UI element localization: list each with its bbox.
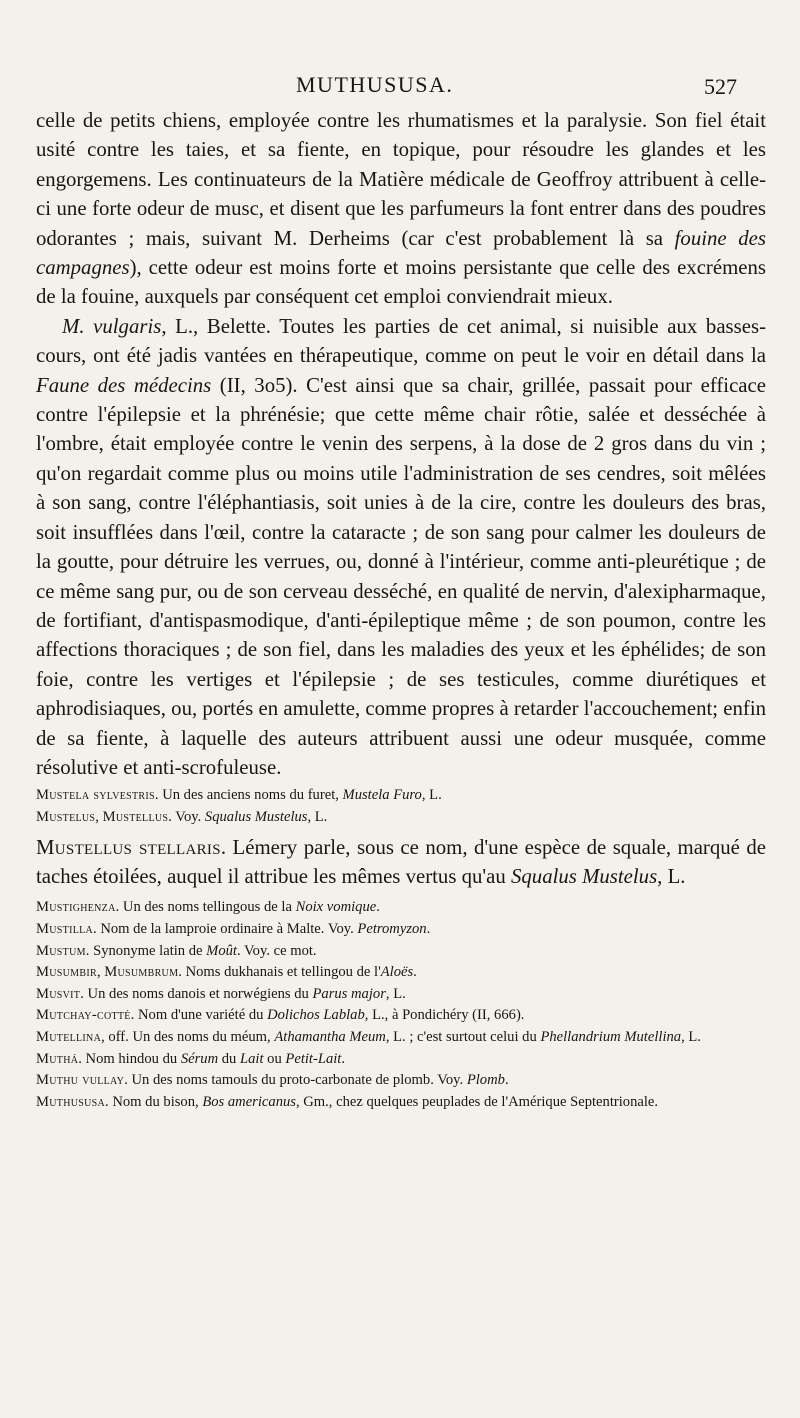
text-run: du xyxy=(218,1050,240,1067)
dictionary-entry xyxy=(36,962,766,984)
text-run: . Nom de la lamproie ordinaire à Malte. Voy. xyxy=(93,920,358,937)
headword: Musvit xyxy=(36,985,81,1002)
paragraph-mustela-vulgaris xyxy=(36,312,766,783)
headword: Mustellus stellaris xyxy=(36,835,221,859)
text-run: celle de petits chiens, employée contre les rhumatismes et la paralysie. Son fiel était usité contre les taies, et sa fiente, en topique, pour résoudre les glandes et les engorgemens. Les continuateurs de la Matière médicale de Geoffroy attribuent à celle-ci une forte odeur de musc, et disent que les parfumeurs la font entrer dans des poudres odorantes ; mais, suivant M. Derheims (car c'est probablement là sa xyxy=(36,109,766,250)
dictionary-entry xyxy=(36,897,766,919)
text-run: . Nom du bison, xyxy=(105,1093,203,1110)
headword: Muthá xyxy=(36,1050,79,1067)
text-run: (II, 3o5). C'est ainsi que sa chair, grillée, passait pour efficace contre l'épilepsie et la phrénésie; que cette même chair rôtie, salée et desséchée à l'ombre, était employée contre le venin des serpens, à la dose de 2 gros dans du vin ; qu'on regardait comme plus ou moins utile l'administration de ses cendres, soit mêlées à son sang, contre l'éléphantiasis, soit unies à de la cire, contre les douleurs des bras, soit insufflées dans l'œil, contre la cataracte ; de son sang pour calmer les douleurs de la goutte, pour détruire les verrues, ou, donné à l'intérieur, comme anti-pleurétique ; de ce même sang pur, ou de son cerveau desséché, en qualité de nervin, d'alexipharmaque, de fortifiant, d'antispasmodique, d'anti-épileptique même ; de son poumon, contre les affections thoraciques ; de son fiel, dans les maladies des yeux et les éphélides; de son foie, contre les vertiges et l'épilepsie ; de ses testicules, comme diurétiques et aphrodisiaques, ou, portés en amulette, comme propres à retarder l'accouchement; enfin de sa fiente, à laquelle des auteurs attribuent aussi une odeur musquée, comme résolutive et anti-scrofuleuse. xyxy=(36,373,767,779)
text-run: ), cette odeur est moins forte et moins persistante que celle des excrémens de la fouine, auxquels par conséquent cet emploi conviendrait mieux. xyxy=(36,256,766,309)
dictionary-entry xyxy=(36,785,766,807)
text-run: . xyxy=(504,1072,509,1089)
dictionary-entry xyxy=(36,1027,766,1049)
text-run: , L. xyxy=(681,1028,701,1045)
headword: Mustighenza xyxy=(36,899,116,916)
italic-term: M. vulgaris xyxy=(62,314,162,338)
text-run: . Voy. ce mot. xyxy=(236,942,317,959)
text-run: , L. xyxy=(421,787,442,804)
entries-group-b xyxy=(36,897,766,1113)
text-run: . Voy. xyxy=(168,808,205,825)
italic-term: Bos americanus xyxy=(202,1093,296,1110)
italic-term: Plomb xyxy=(466,1072,505,1089)
text-run: . Un des noms danois et norwégiens du xyxy=(80,985,313,1002)
text-run: . Noms dukhanais et tellingou de l' xyxy=(178,964,381,981)
headword: Mutchay-cotté xyxy=(36,1007,131,1024)
dictionary-entry xyxy=(36,1049,766,1071)
text-run: . Un des noms tamouls du proto-carbonate de plomb. Voy. xyxy=(124,1072,467,1089)
text-run: . xyxy=(376,899,380,916)
text-run: . Nom hindou du xyxy=(78,1050,181,1067)
italic-term: Lait xyxy=(240,1050,264,1067)
dictionary-entry xyxy=(36,919,766,941)
headword: Muthususa xyxy=(36,1093,106,1110)
italic-term: Noix vomique xyxy=(295,899,377,916)
text-run: . xyxy=(413,964,417,981)
text-run: , L., à Pondichéry (II, 666). xyxy=(364,1007,525,1024)
italic-term: Petromyzon xyxy=(357,920,427,937)
text-run: ou xyxy=(263,1050,286,1067)
entry-mustellus-stellaris xyxy=(36,833,766,892)
headword: Mustum xyxy=(36,942,86,959)
italic-term: Faune des médecins xyxy=(36,373,212,397)
headword: Muthu vullay xyxy=(36,1072,125,1089)
text-run: . Un des anciens noms du furet, xyxy=(154,787,343,804)
text-run: , xyxy=(95,808,103,825)
headword: Mutellina xyxy=(36,1028,102,1045)
text-run: , off. Un des noms du méum, xyxy=(101,1028,275,1045)
italic-term: Moût xyxy=(206,942,237,959)
text-run: , Gm., chez quelques peuplades de l'Amérique Septentrionale. xyxy=(295,1093,659,1110)
headword: Mustelus xyxy=(36,808,96,825)
headword: Musumbrum xyxy=(104,964,179,981)
page-body xyxy=(36,106,766,1113)
running-head: MUTHUSUSA. xyxy=(296,72,454,97)
italic-term: Mustela Furo xyxy=(342,787,422,804)
headword: Musumbir xyxy=(36,964,97,981)
italic-term: Squalus Mustelus xyxy=(204,808,308,825)
headword: Mustela sylvestris xyxy=(36,787,155,804)
text-run: . Nom d'une variété du xyxy=(130,1007,268,1024)
entry-text xyxy=(36,833,766,892)
dictionary-entry xyxy=(36,941,766,963)
text-run: . Un des noms tellingous de la xyxy=(115,899,296,916)
text-run: , L. ; c'est surtout celui du xyxy=(385,1028,541,1045)
page-header xyxy=(0,72,800,102)
text-run: . xyxy=(426,920,431,937)
dictionary-entry xyxy=(36,1092,766,1114)
text-run: , L. xyxy=(307,808,328,825)
italic-term: Phellandrium Mutellina xyxy=(540,1028,682,1045)
text-run: . Lémery parle, sous ce nom, d'une espèce de squale, marqué de taches étoilées, auquel il attribue les mêmes vertus qu'au xyxy=(36,835,766,888)
dictionary-entry xyxy=(36,1005,766,1027)
italic-term: Petit-Lait xyxy=(285,1050,342,1067)
text-run: , xyxy=(96,964,105,981)
page-number: 527 xyxy=(704,74,737,99)
italic-term: Aloës xyxy=(380,964,414,981)
entries-group-a xyxy=(36,785,766,828)
italic-term: Sérum xyxy=(180,1050,219,1067)
text-run: . xyxy=(341,1050,346,1067)
italic-term: Parus major xyxy=(312,985,386,1002)
italic-term: Dolichos Lablab xyxy=(267,1007,365,1024)
dictionary-entry xyxy=(36,1070,766,1092)
italic-term: Squalus Mustelus xyxy=(511,864,658,888)
text-run: . Synonyme latin de xyxy=(85,942,207,959)
italic-term: fouine des campagnes xyxy=(36,226,766,280)
headword: Mustilla xyxy=(36,920,94,937)
dictionary-entry xyxy=(36,807,766,829)
dictionary-entry xyxy=(36,984,766,1006)
text-run: , L. xyxy=(385,985,406,1002)
text-run: , L. xyxy=(657,864,686,888)
italic-term: Athamantha Meum xyxy=(274,1028,386,1045)
text-run: , L., Belette. Toutes les parties de cet animal, si nuisible aux basses-cours, ont été jadis vantées en thérapeutique, comme on peut le voir en détail dans la xyxy=(36,314,766,368)
headword: Mustellus xyxy=(102,808,169,825)
paragraph-muscadin-continued xyxy=(36,106,766,312)
